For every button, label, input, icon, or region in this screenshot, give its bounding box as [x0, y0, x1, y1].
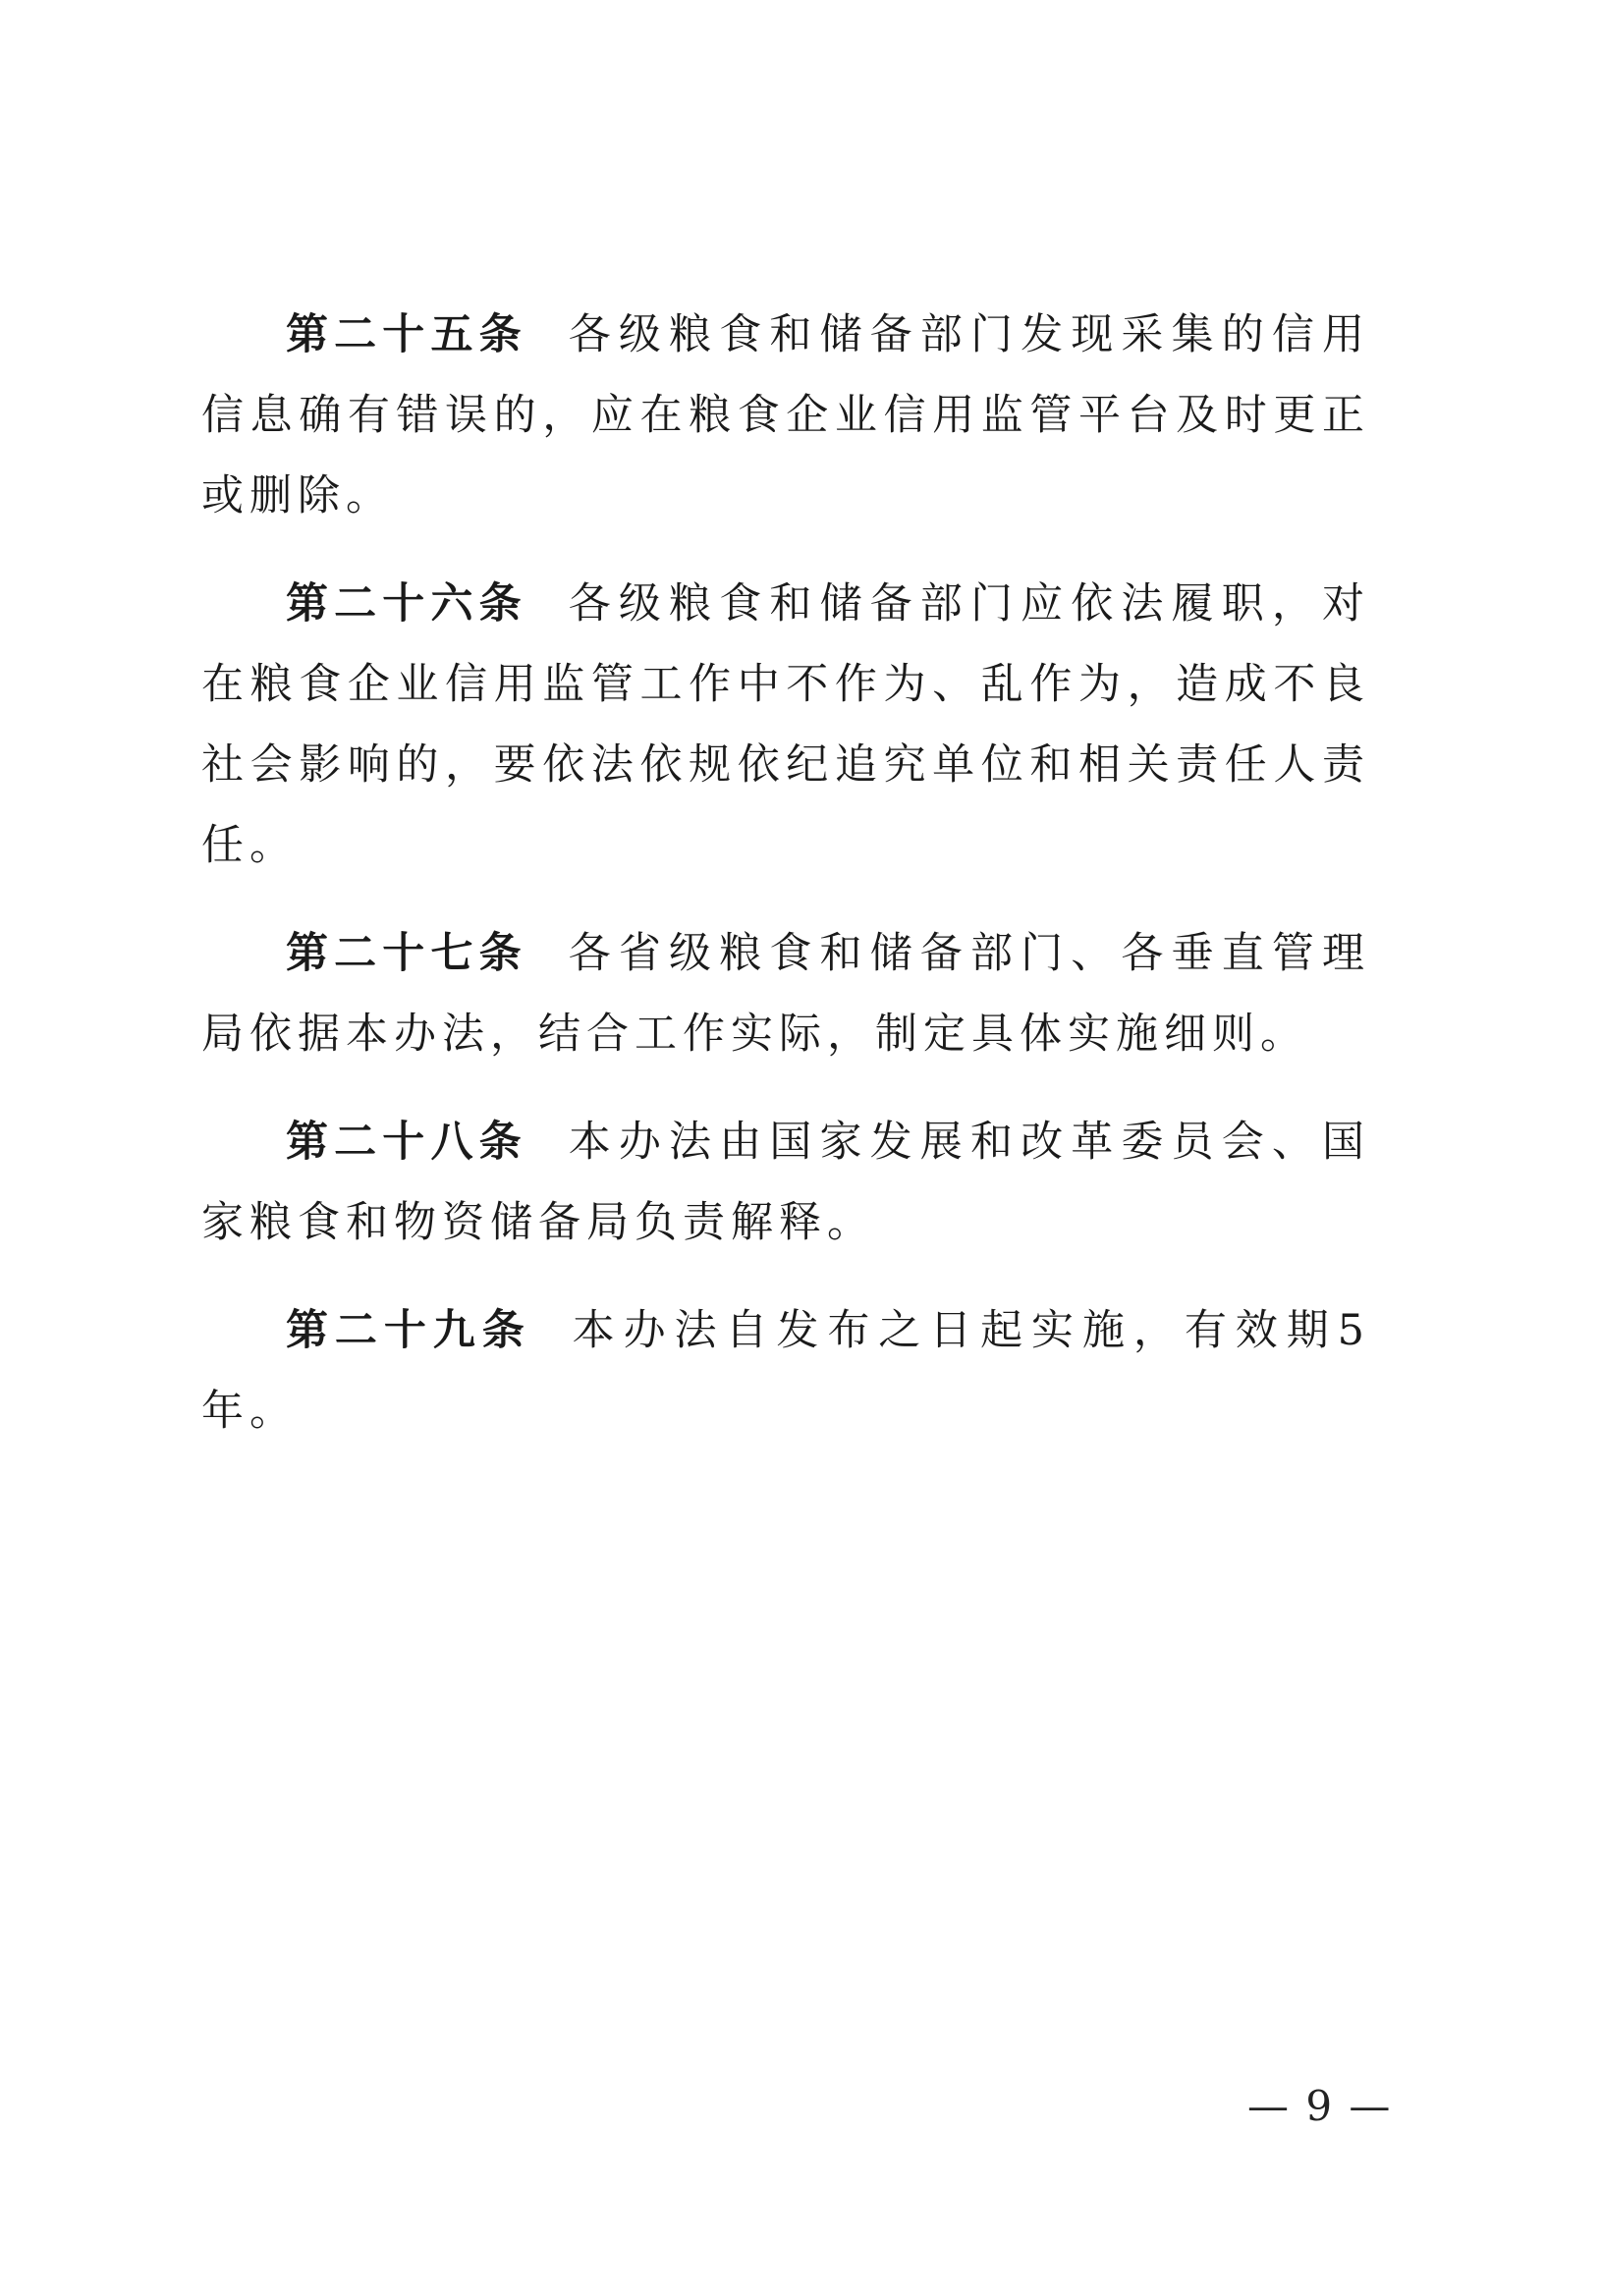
article-text: 本办法自发布之日起实施，有效期5年。	[201, 1306, 1371, 1436]
article-number: 第二十六条	[286, 579, 527, 629]
article-number: 第二十五条	[286, 310, 527, 359]
article-number: 第二十九条	[286, 1306, 531, 1355]
article-number: 第二十七条	[286, 929, 527, 978]
article-26	[201, 564, 1370, 886]
article-number: 第二十八条	[286, 1118, 527, 1167]
article-29	[201, 1290, 1370, 1451]
article-25	[201, 295, 1370, 536]
article-text: 各级粮食和储备部门应依法履职，对在粮食企业信用监管工作中不作为、乱作为，造成不良社会影响的，要依法依规依纪追究单位和相关责任人责任。	[201, 579, 1370, 870]
article-27	[201, 913, 1370, 1074]
article-28	[201, 1102, 1370, 1263]
article-text: 各级粮食和储备部门发现采集的信用信息确有错误的，应在粮食企业信用监管平台及时更正或删除。	[201, 310, 1370, 520]
article-text: 各省级粮食和储备部门、各垂直管理局依据本办法，结合工作实际，制定具体实施细则。	[201, 929, 1370, 1059]
body-text	[201, 295, 1370, 1479]
page-number: — 9 —	[1247, 2082, 1393, 2130]
article-text: 本办法由国家发展和改革委员会、国家粮食和物资储备局负责解释。	[201, 1118, 1370, 1247]
